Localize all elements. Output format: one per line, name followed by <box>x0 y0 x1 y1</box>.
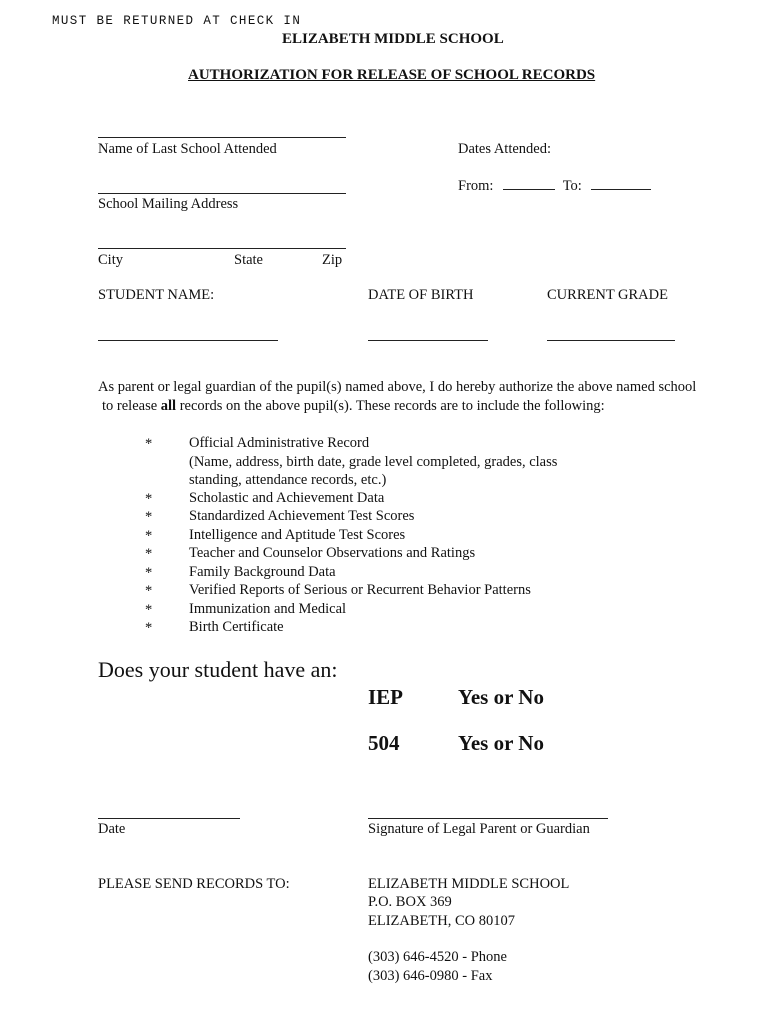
bullet: * <box>145 620 153 636</box>
iep-label: IEP <box>368 685 404 709</box>
bullet: * <box>145 436 153 452</box>
form-title: AUTHORIZATION FOR RELEASE OF SCHOOL RECORDS <box>188 67 596 83</box>
city-state-zip-line[interactable] <box>98 248 346 249</box>
bullet: * <box>145 565 153 581</box>
last-school-label: Name of Last School Attended <box>98 141 277 157</box>
record-item: Family Background Data <box>189 564 336 580</box>
504-yes-no[interactable]: Yes or No <box>458 731 544 755</box>
record-item: Scholastic and Achievement Data <box>189 490 385 506</box>
student-name-line[interactable] <box>98 340 278 341</box>
send-city: ELIZABETH, CO 80107 <box>368 913 515 929</box>
bullet: * <box>145 602 153 618</box>
from-date-blank[interactable] <box>503 177 555 190</box>
signature-label: Signature of Legal Parent or Guardian <box>368 821 590 837</box>
last-school-line[interactable] <box>98 137 346 138</box>
state-label: State <box>234 252 263 268</box>
student-name-label: STUDENT NAME: <box>98 287 215 303</box>
send-po-box: P.O. BOX 369 <box>368 894 452 910</box>
bullet: * <box>145 491 153 507</box>
school-name-header: ELIZABETH MIDDLE SCHOOL <box>282 31 504 47</box>
record-item: Teacher and Counselor Observations and Ratings <box>189 545 476 561</box>
zip-label: Zip <box>322 252 343 268</box>
to-label: To: <box>562 178 582 194</box>
from-label: From: <box>458 178 494 194</box>
signature-line[interactable] <box>368 818 608 819</box>
bullet: * <box>145 509 153 525</box>
record-item-official-detail-2: standing, attendance records, etc.) <box>189 472 387 488</box>
record-item: Birth Certificate <box>189 619 284 635</box>
record-item: Intelligence and Aptitude Test Scores <box>189 527 406 543</box>
record-item: Immunization and Medical <box>189 601 347 617</box>
from-to-row <box>458 177 651 195</box>
return-notice: MUST BE RETURNED AT CHECK IN <box>52 14 302 28</box>
all-emphasis: all <box>160 398 177 414</box>
bullet: * <box>145 546 153 562</box>
phone-number: (303) 646-4520 - Phone <box>368 949 507 965</box>
send-records-label: PLEASE SEND RECORDS TO: <box>98 876 290 892</box>
bullet: * <box>145 583 153 599</box>
dates-attended-label: Dates Attended: <box>458 141 552 157</box>
authorization-line-2: to release all records on the above pupil(s). These records are to include the following: <box>102 398 605 414</box>
record-item-official-detail-1: (Name, address, birth date, grade level completed, grades, class <box>189 454 558 470</box>
mailing-address-label: School Mailing Address <box>98 196 239 212</box>
date-line[interactable] <box>98 818 240 819</box>
current-grade-line[interactable] <box>547 340 675 341</box>
fax-number: (303) 646-0980 - Fax <box>368 968 493 984</box>
city-label: City <box>98 252 123 268</box>
record-item-official: Official Administrative Record <box>189 435 370 451</box>
iep-yes-no[interactable]: Yes or No <box>458 685 544 709</box>
iep-question: Does your student have an: <box>98 657 338 682</box>
bullet: * <box>145 528 153 544</box>
to-date-blank[interactable] <box>591 177 651 190</box>
mailing-address-line[interactable] <box>98 193 346 194</box>
504-label: 504 <box>368 731 400 755</box>
current-grade-label: CURRENT GRADE <box>547 287 668 303</box>
send-school-name: ELIZABETH MIDDLE SCHOOL <box>368 876 570 892</box>
record-item: Standardized Achievement Test Scores <box>189 508 415 524</box>
record-item: Verified Reports of Serious or Recurrent Behavior Patterns <box>189 582 531 598</box>
authorization-line-1: As parent or legal guardian of the pupil(s) named above, I do hereby authorize the above named school <box>98 379 697 395</box>
date-of-birth-line[interactable] <box>368 340 488 341</box>
date-of-birth-label: DATE OF BIRTH <box>368 287 474 303</box>
date-label: Date <box>98 821 126 837</box>
